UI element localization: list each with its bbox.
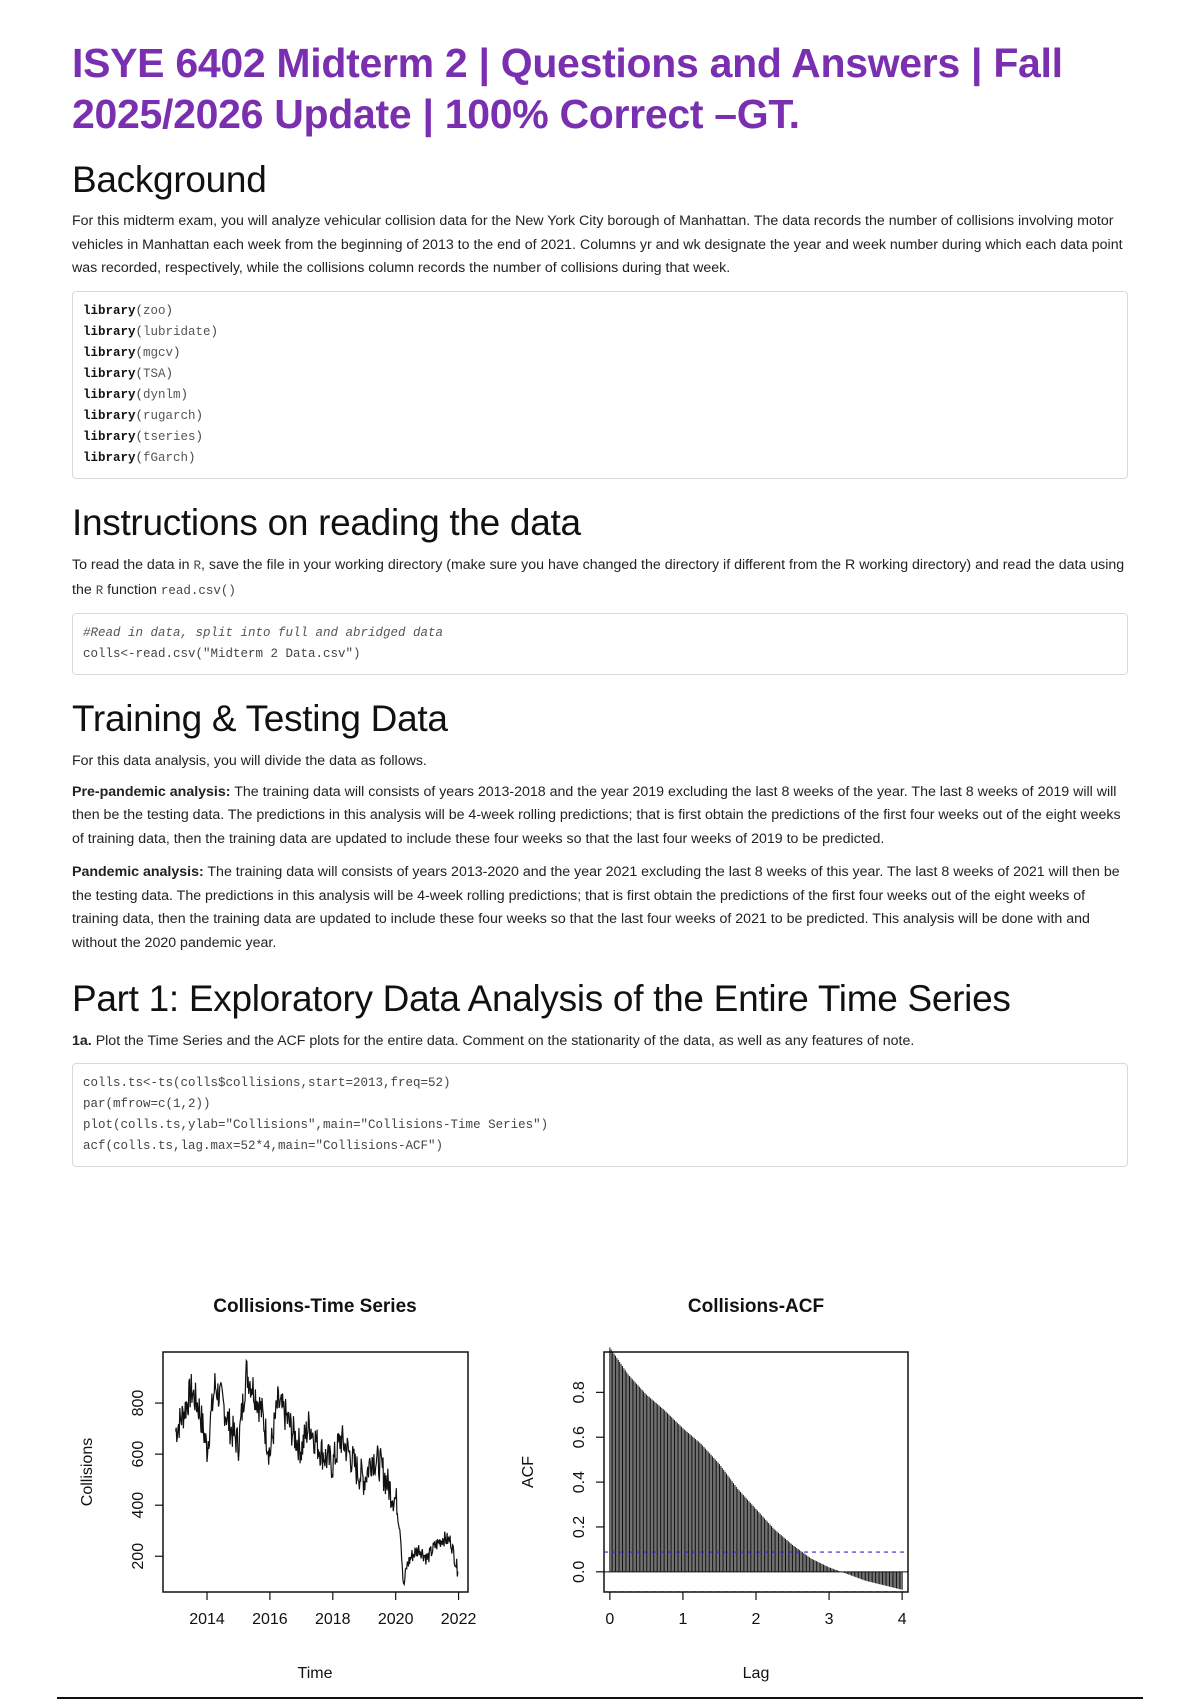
acf-x-tick-label: 4 xyxy=(897,1611,907,1628)
training-intro: For this data analysis, you will divide the data as follows. xyxy=(72,752,427,769)
pre-pandemic-text: The training data will consists of years 2013-2018 and the year 2019 excluding the last 8 weeks of the year. The last 8 weeks of 2019 will will then be the testing data. The predictions in this analysis will be 4-week rolling predictions; that is first obtain the predictions of the first four weeks out of the eight weeks of training data, then the training data are updated to include these four weeks so that the last four weeks of 2019 to be predicted. xyxy=(72,783,1121,847)
acf-y-axis-label: ACF xyxy=(520,1456,537,1488)
code-line: acf(colls.ts,lag.max=52*4,main="Collisions-ACF") xyxy=(83,1139,444,1153)
instructions-text xyxy=(72,553,1128,603)
document-page xyxy=(72,38,1128,1167)
code-function: library xyxy=(83,408,136,423)
code-argument: dynlm xyxy=(143,387,181,402)
background-heading: Background xyxy=(72,159,267,200)
code-comment: #Read in data, split into full and abridged data xyxy=(83,625,444,640)
read-data-code-block xyxy=(72,613,1128,675)
acf-y-tick-label: 0.2 xyxy=(571,1515,588,1539)
instructions-heading: Instructions on reading the data xyxy=(72,501,581,543)
instructions-text-a: To read the data in xyxy=(72,556,190,573)
code-function: library xyxy=(83,387,136,402)
training-heading: Training & Testing Data xyxy=(72,697,448,739)
acf-x-axis-label: Lag xyxy=(742,1665,770,1682)
question-text: Plot the Time Series and the ACF plots for the entire data. Comment on the stationarity of the data, as well as any features of note. xyxy=(95,1033,915,1049)
code-line: library(dynlm) xyxy=(83,387,189,402)
ts-x-tick-label: 2014 xyxy=(189,1611,225,1628)
acf-x-tick-label: 1 xyxy=(678,1611,688,1628)
ts-chart-title: Collisions-Time Series xyxy=(213,1296,417,1317)
code-line: library(tseries) xyxy=(83,429,204,444)
question-1a xyxy=(72,1029,1128,1053)
acf-y-tick-label: 0.6 xyxy=(571,1426,588,1449)
code-line: library(fGarch) xyxy=(83,450,196,465)
code-argument: lubridate xyxy=(143,324,211,339)
acf-bars xyxy=(610,1348,902,1590)
acf-chart-title: Collisions-ACF xyxy=(687,1296,825,1317)
code-line: plot(colls.ts,ylab="Collisions",main="Collisions-Time Series") xyxy=(83,1118,549,1132)
code-argument: TSA xyxy=(143,366,166,381)
code-argument: zoo xyxy=(143,303,166,318)
pandemic-label: Pandemic analysis: xyxy=(72,864,204,880)
bottom-rule xyxy=(57,1697,1143,1699)
figure-panel xyxy=(0,1290,1200,1700)
time-series-chart xyxy=(79,1296,476,1682)
ts-x-tick-label: 2022 xyxy=(440,1611,477,1628)
ts-y-axis-label: Collisions xyxy=(79,1437,96,1507)
acf-x-tick-label: 2 xyxy=(751,1611,761,1628)
ts-x-tick-label: 2020 xyxy=(377,1611,414,1628)
page-title: ISYE 6402 Midterm 2 | Questions and Answers | Fall 2025/2026 Update | 100% Correct –GT. xyxy=(72,40,1063,137)
ts-x-tick-label: 2016 xyxy=(252,1611,288,1628)
code-argument: fGarch xyxy=(143,450,189,465)
ts-y-tick-label: 600 xyxy=(130,1440,147,1468)
pre-pandemic-paragraph xyxy=(72,781,1128,852)
library-code-block xyxy=(72,291,1128,479)
code-argument: mgcv xyxy=(143,345,174,360)
code-line: colls<-read.csv("Midterm 2 Data.csv") xyxy=(83,646,361,661)
ts-series-line xyxy=(176,1361,458,1585)
code-line: par(mfrow=c(1,2)) xyxy=(83,1097,211,1111)
ts-y-tick-label: 400 xyxy=(130,1491,147,1519)
code-function: library xyxy=(83,303,136,318)
ts-plot-frame xyxy=(163,1352,468,1592)
pandemic-paragraph xyxy=(72,861,1128,955)
pre-pandemic-label: Pre-pandemic analysis: xyxy=(72,783,231,800)
inline-code-read-csv: read.csv() xyxy=(160,583,236,598)
instructions-text-c: function xyxy=(107,581,157,598)
acf-y-tick-label: 0.0 xyxy=(571,1560,588,1583)
acf-y-tick-label: 0.8 xyxy=(571,1381,588,1404)
code-line: library(mgcv) xyxy=(83,345,181,360)
code-function: library xyxy=(83,450,136,465)
part1-heading: Part 1: Exploratory Data Analysis of the Entire Time Series xyxy=(72,978,1011,1019)
inline-code-r-2: R xyxy=(95,583,104,598)
code-line: colls.ts<-ts(colls$collisions,start=2013,freq=52) xyxy=(83,1076,451,1090)
question-label: 1a. xyxy=(72,1033,92,1049)
code-line: library(lubridate) xyxy=(83,324,219,339)
code-function: library xyxy=(83,324,136,339)
pandemic-text: The training data will consists of years 2013-2020 and the year 2021 excluding the last 8 weeks of this year. The last 8 weeks of 2021 will then be the testing data. The predictions in this analysis will be 4-week rolling predictions; that is first obtain the predictions of the first four weeks out of the eight weeks of training data, then the training data are updated to include these four weeks so that the last four weeks of 2021 to be predicted. This analysis will be done with and without the 2020 pandemic year. xyxy=(72,864,1120,951)
code-line: library(zoo) xyxy=(83,303,174,318)
acf-x-tick-label: 0 xyxy=(605,1611,615,1628)
acf-y-tick-label: 0.4 xyxy=(571,1470,588,1494)
ts-y-tick-label: 800 xyxy=(130,1389,147,1417)
code-function: library xyxy=(83,429,136,444)
code-line: library(rugarch) xyxy=(83,408,204,423)
plot-code-block xyxy=(72,1063,1128,1167)
code-argument: rugarch xyxy=(143,408,196,423)
acf-chart xyxy=(520,1296,908,1682)
code-argument: tseries xyxy=(143,429,196,444)
ts-x-axis-label: Time xyxy=(297,1665,333,1682)
figure-svg xyxy=(0,1290,1200,1700)
code-function: library xyxy=(83,366,136,381)
ts-y-tick-label: 200 xyxy=(130,1542,147,1570)
code-line: library(TSA) xyxy=(83,366,174,381)
background-text: For this midterm exam, you will analyze vehicular collision data for the New York City borough of Manhattan. The data records the number of collisions involving motor vehicles in Manhattan each week from the beginning of 2013 to the end of 2021. Columns yr and wk designate the year and week number during which each data point was recorded, respectively, while the collisions column records the number of collisions during that week. xyxy=(72,213,1123,276)
acf-x-tick-label: 3 xyxy=(824,1611,834,1628)
instructions-text-b: , save the file in your working directory (make sure you have changed the directory if different from the R working directory) and read the data using the xyxy=(72,556,1125,598)
inline-code-r: R xyxy=(193,558,201,573)
ts-x-tick-label: 2018 xyxy=(314,1611,351,1628)
code-function: library xyxy=(83,345,136,360)
